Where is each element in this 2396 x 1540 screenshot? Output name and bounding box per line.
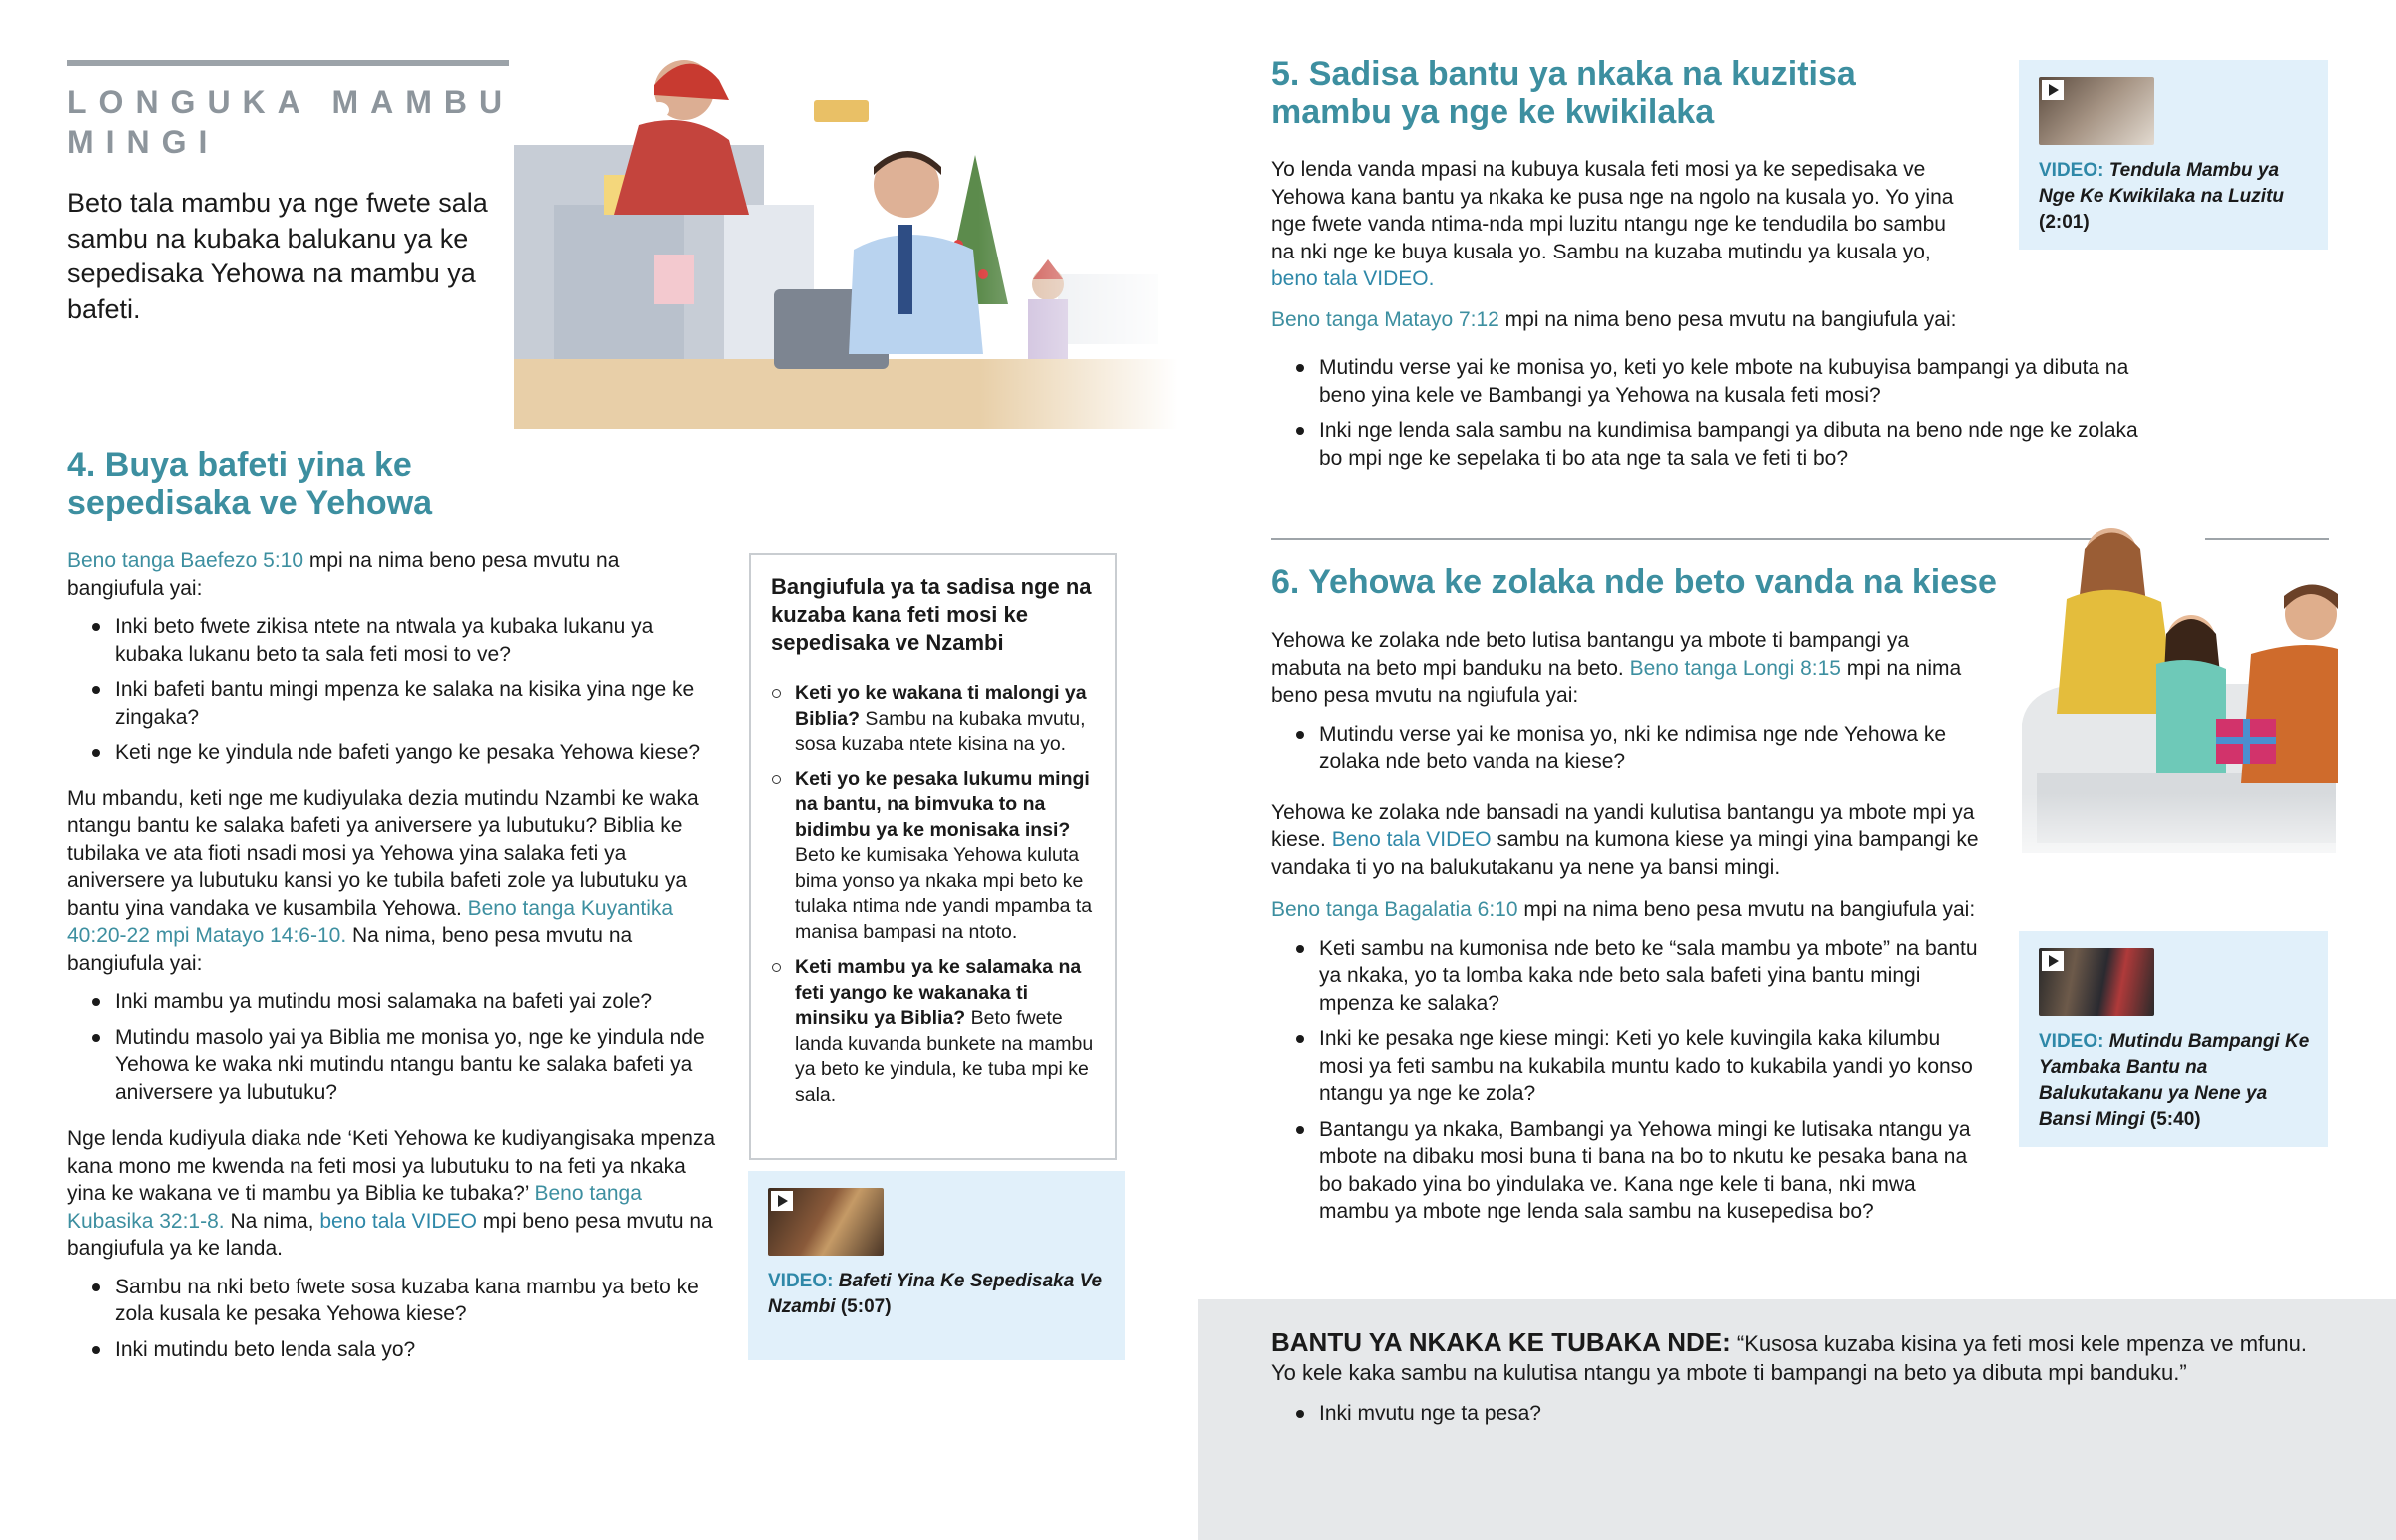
others-say-quote: BANTU YA NKAKA KE TUBAKA NDE: “Kusosa kuzaba kisina ya feti mosi kele mpenza ve mfunu. Yo kele kaka sambu na kulutisa ntangu ya mbote ti bampangi na beto ya dibuta mpi banduku.”	[1271, 1327, 2307, 1385]
section-5-paragraph: Yo lenda vanda mpasi na kubuya kusala feti mosi ya ke sepedisaka ve Yehowa kana bantu ya nkaka ke pusa nge na ngolo na kusala yo. Yo yina nge fwete vanda ntima-nda mpi luzitu ntangu nge ke tendudila bo sambu na nki nge ke buya kusala yo. Sambu na kuzaba mutindu ya kusala yo, beno tala VIDEO.	[1271, 158, 1954, 290]
question-item: Bantangu ya nkaka, Bambangi ya Yehowa mingi ke lutisaka ntangu ya mbote na dibaku mosi buna ti bana na bo to nkutu ke pesaka bana na bo bakado yina bo yindulaka ve. Kana nge kele ti bana, nki mwa mambu ya mbote nge lenda sala sambu na kusepedisa bo?	[1271, 1116, 1980, 1226]
question-item: Mutindu verse yai ke monisa yo, nki ke ndimisa nge nde Yehowa ke zolaka nde beto vanda na kiese?	[1271, 721, 1980, 775]
questions-box-item: Keti yo ke wakana ti malongi ya Biblia? Sambu na kubaka mvutu, sosa kuzaba ntete kisina na yo.	[771, 681, 1095, 758]
section-6-paragraph: Yehowa ke zolaka nde bansadi na yandi kulutisa bantangu ya mbote mpi ya kiese. Beno tala VIDEO sambu na kumona kiese ya mingi yina bampangi ke vandaka ti yo na balukutakanu ya nene ya bansi mingi.	[1271, 800, 1979, 879]
video-link[interactable]: beno tala VIDEO.	[1271, 267, 1435, 290]
intro-text: Beto tala mambu ya nge fwete sala sambu na kubaka balukanu ya ke sepedisaka Yehowa na mambu ya bafeti.	[67, 188, 488, 324]
others-say-body	[1271, 1329, 2329, 1436]
video-thumbnail[interactable]	[2039, 77, 2154, 145]
question-item: Sambu na nki beto fwete sosa kuzaba kana mambu ya beto ke zola kusala ke pesaka Yehowa kiese?	[67, 1274, 716, 1328]
question-item: Mutindu masolo yai ya Biblia me monisa yo, nge ke yindula nde Yehowa ke waka nki mutindu ntangu bantu ke salaka bafeti ya aniversere ya lubutuku?	[67, 1024, 716, 1107]
question-item: Inki bafeti bantu mingi mpenza ke salaka na kisika yina nge ke zingaka?	[67, 676, 716, 731]
section-4-body	[67, 547, 716, 1371]
video-card[interactable]	[2019, 60, 2328, 250]
question-item: Keti sambu na kumonisa nde beto ke “sala mambu ya mbote” na bantu ya nkaka, yo ta lomba kaka nde beto sala bafeti yina bantu mingi mpenza ke salaka?	[1271, 935, 1980, 1018]
section-4-read-line: Beno tanga Baefezo 5:10 mpi na nima beno pesa mvutu na bangiufula yai:	[67, 549, 620, 600]
play-icon[interactable]	[771, 1191, 793, 1211]
section-divider	[1271, 538, 2112, 540]
section-4-paragraph: Mu mbandu, keti nge me kudiyulaka dezia mutindu Nzambi ke waka ntangu bantu ke salaka bafeti ya aniversere ya lubutuku? Biblia ke tubilaka ve ata fioti nsadi mosi ya Yehowa yina salaka feti ya aniversere ya lubutuku kansi yo ke tubila bafeti zole ya lubutuku ya bantu yina vandaka ve kusambila Yehowa. Beno tanga Kuyantika 40:20-22 mpi Matayo 14:6-10. Na nima, beno pesa mvutu na bangiufula yai:	[67, 786, 699, 975]
video-caption: VIDEO: Bafeti Yina Ke Sepedisaka Ve Nzambi (5:07)	[768, 1271, 1103, 1317]
section-6-heading: 6. Yehowa ke zolaka nde beto vanda na kiese	[1271, 563, 1997, 601]
scripture-link[interactable]: Beno tanga Baefezo 5:10	[67, 549, 304, 572]
question-item: Inki mambu ya mutindu mosi salamaka na bafeti yai zole?	[67, 988, 716, 1016]
office-party-illustration	[514, 55, 1178, 444]
section-5-read-line: Beno tanga Matayo 7:12 mpi na nima beno pesa mvutu na bangiufula yai:	[1271, 307, 1957, 331]
scripture-link[interactable]: Beno tanga Matayo 7:12	[1271, 307, 1499, 331]
video-caption: VIDEO: Mutindu Bampangi Ke Yambaka Bantu na Balukutakanu ya Nene ya Bansi Mingi (5:40)	[2039, 1031, 2310, 1130]
section-5-body	[1271, 156, 1970, 333]
scripture-link[interactable]: Beno tanga Kuyantika 40:20-22 mpi Matayo 14:6-10.	[67, 896, 674, 947]
question-list	[67, 613, 716, 767]
section-5-heading: 5. Sadisa bantu ya nkaka na kuzitisa mambu ya nge ke kwikilaka	[1271, 55, 1856, 131]
question-item: Mutindu verse yai ke monisa yo, keti yo kele mbote na kubuyisa bampangi ya dibuta na beno yina kele ve Bambangi ya Yehowa na kusala feti mosi?	[1271, 354, 2159, 409]
section-eyebrow: LONGUKA MAMBU MINGI	[67, 84, 515, 160]
questions-box-list	[771, 681, 1095, 1108]
scripture-link[interactable]: Beno tanga Longi 8:15	[1629, 656, 1841, 680]
video-thumbnail[interactable]	[2039, 948, 2154, 1016]
scripture-link[interactable]: Beno tanga Bagalatia 6:10	[1271, 898, 1518, 921]
questions-box-item: Keti mambu ya ke salamaka na feti yango ke wakanaka ti minsiku ya Biblia? Beto fwete landa kuvanda bunkete na mambu ya beto ke yindula, ke tuba mpi ke sala.	[771, 955, 1095, 1108]
question-item: Inki beto fwete zikisa ntete na ntwala ya kubaka lukanu ya kubaka lukanu beto ta sala feti mosi to ve?	[67, 613, 716, 668]
question-item: Inki ke pesaka nge kiese mingi: Keti yo kele kuvingila kaka kilumbu mosi ya feti sambu na kukabila muntu kado to kukabila yandi yo konso ntangu ya nge ke zola?	[1271, 1025, 1980, 1108]
section-6-paragraph: Yehowa ke zolaka nde beto lutisa bantangu ya mbote ti bampangi ya mabuta na beto mpi banduku na beto. Beno tanga Longi 8:15 mpi na nima beno pesa mvutu na ngiufula yai:	[1271, 629, 1962, 707]
question-item: Inki mutindu beto lenda sala yo?	[67, 1336, 716, 1364]
section-4-paragraph: Nge lenda kudiyula diaka nde ‘Keti Yehowa ke kudiyangisaka mpenza kana mono me kwenda na feti mosi ya lubutuku to na feti ya nkaka yina ke wakana ve ti mambu ya Biblia ke tubaka?’ Beno tanga Kubasika 32:1-8. Na nima, beno tala VIDEO mpi beno pesa mvutu na bangiufula ya ke landa.	[67, 1127, 716, 1260]
play-icon[interactable]	[2042, 80, 2064, 100]
question-list	[67, 988, 716, 1106]
section-4-heading: 4. Buya bafeti yina ke sepedisaka ve Yehowa	[67, 446, 433, 522]
question-list	[1271, 1400, 2329, 1428]
questions-box-title: Bangiufula ya ta sadisa nge na kuzaba kana feti mosi ke sepedisaka ve Nzambi	[771, 574, 1092, 655]
question-list	[1271, 935, 1980, 1226]
video-thumbnail[interactable]	[768, 1188, 884, 1256]
eyebrow-rule	[67, 60, 509, 66]
video-link[interactable]: beno tala VIDEO	[319, 1209, 477, 1233]
family-gift-illustration	[2017, 524, 2338, 883]
scripture-link[interactable]: Beno tanga Kubasika 32:1-8.	[67, 1182, 642, 1233]
section-6-body	[1271, 627, 1980, 1234]
question-item: Keti nge ke yindula nde bafeti yango ke pesaka Yehowa kiese?	[67, 739, 716, 767]
question-item: Inki mvutu nge ta pesa?	[1271, 1400, 2329, 1428]
video-card[interactable]	[2019, 931, 2328, 1147]
section-6-read-line: Beno tanga Bagalatia 6:10 mpi na nima beno pesa mvutu na bangiufula yai:	[1271, 898, 1976, 921]
question-item: Inki nge lenda sala sambu na kundimisa bampangi ya dibuta na beno nde nge ke zolaka bo mpi nge ke sepelaka ti bo ata nge ta sala ve feti ti bo?	[1271, 417, 2159, 472]
questions-box-item: Keti yo ke pesaka lukumu mingi na bantu, na bimvuka to na bidimbu ya ke monisaka insi? Beto ke kumisaka Yehowa kuluta bima yonso ya nkaka mpi beto ke tulaka ntima nde yandi mpamba ta manisa bampasi na ntoto.	[771, 768, 1095, 946]
play-icon[interactable]	[2042, 951, 2064, 971]
question-list	[67, 1274, 716, 1364]
question-list	[1271, 354, 2159, 480]
questions-box	[749, 553, 1117, 1160]
question-list	[1271, 721, 1980, 775]
video-link[interactable]: Beno tala VIDEO	[1331, 828, 1492, 851]
video-card[interactable]	[748, 1171, 1125, 1360]
video-caption: VIDEO: Tendula Mambu ya Nge Ke Kwikilaka na Luzitu (2:01)	[2039, 160, 2284, 233]
